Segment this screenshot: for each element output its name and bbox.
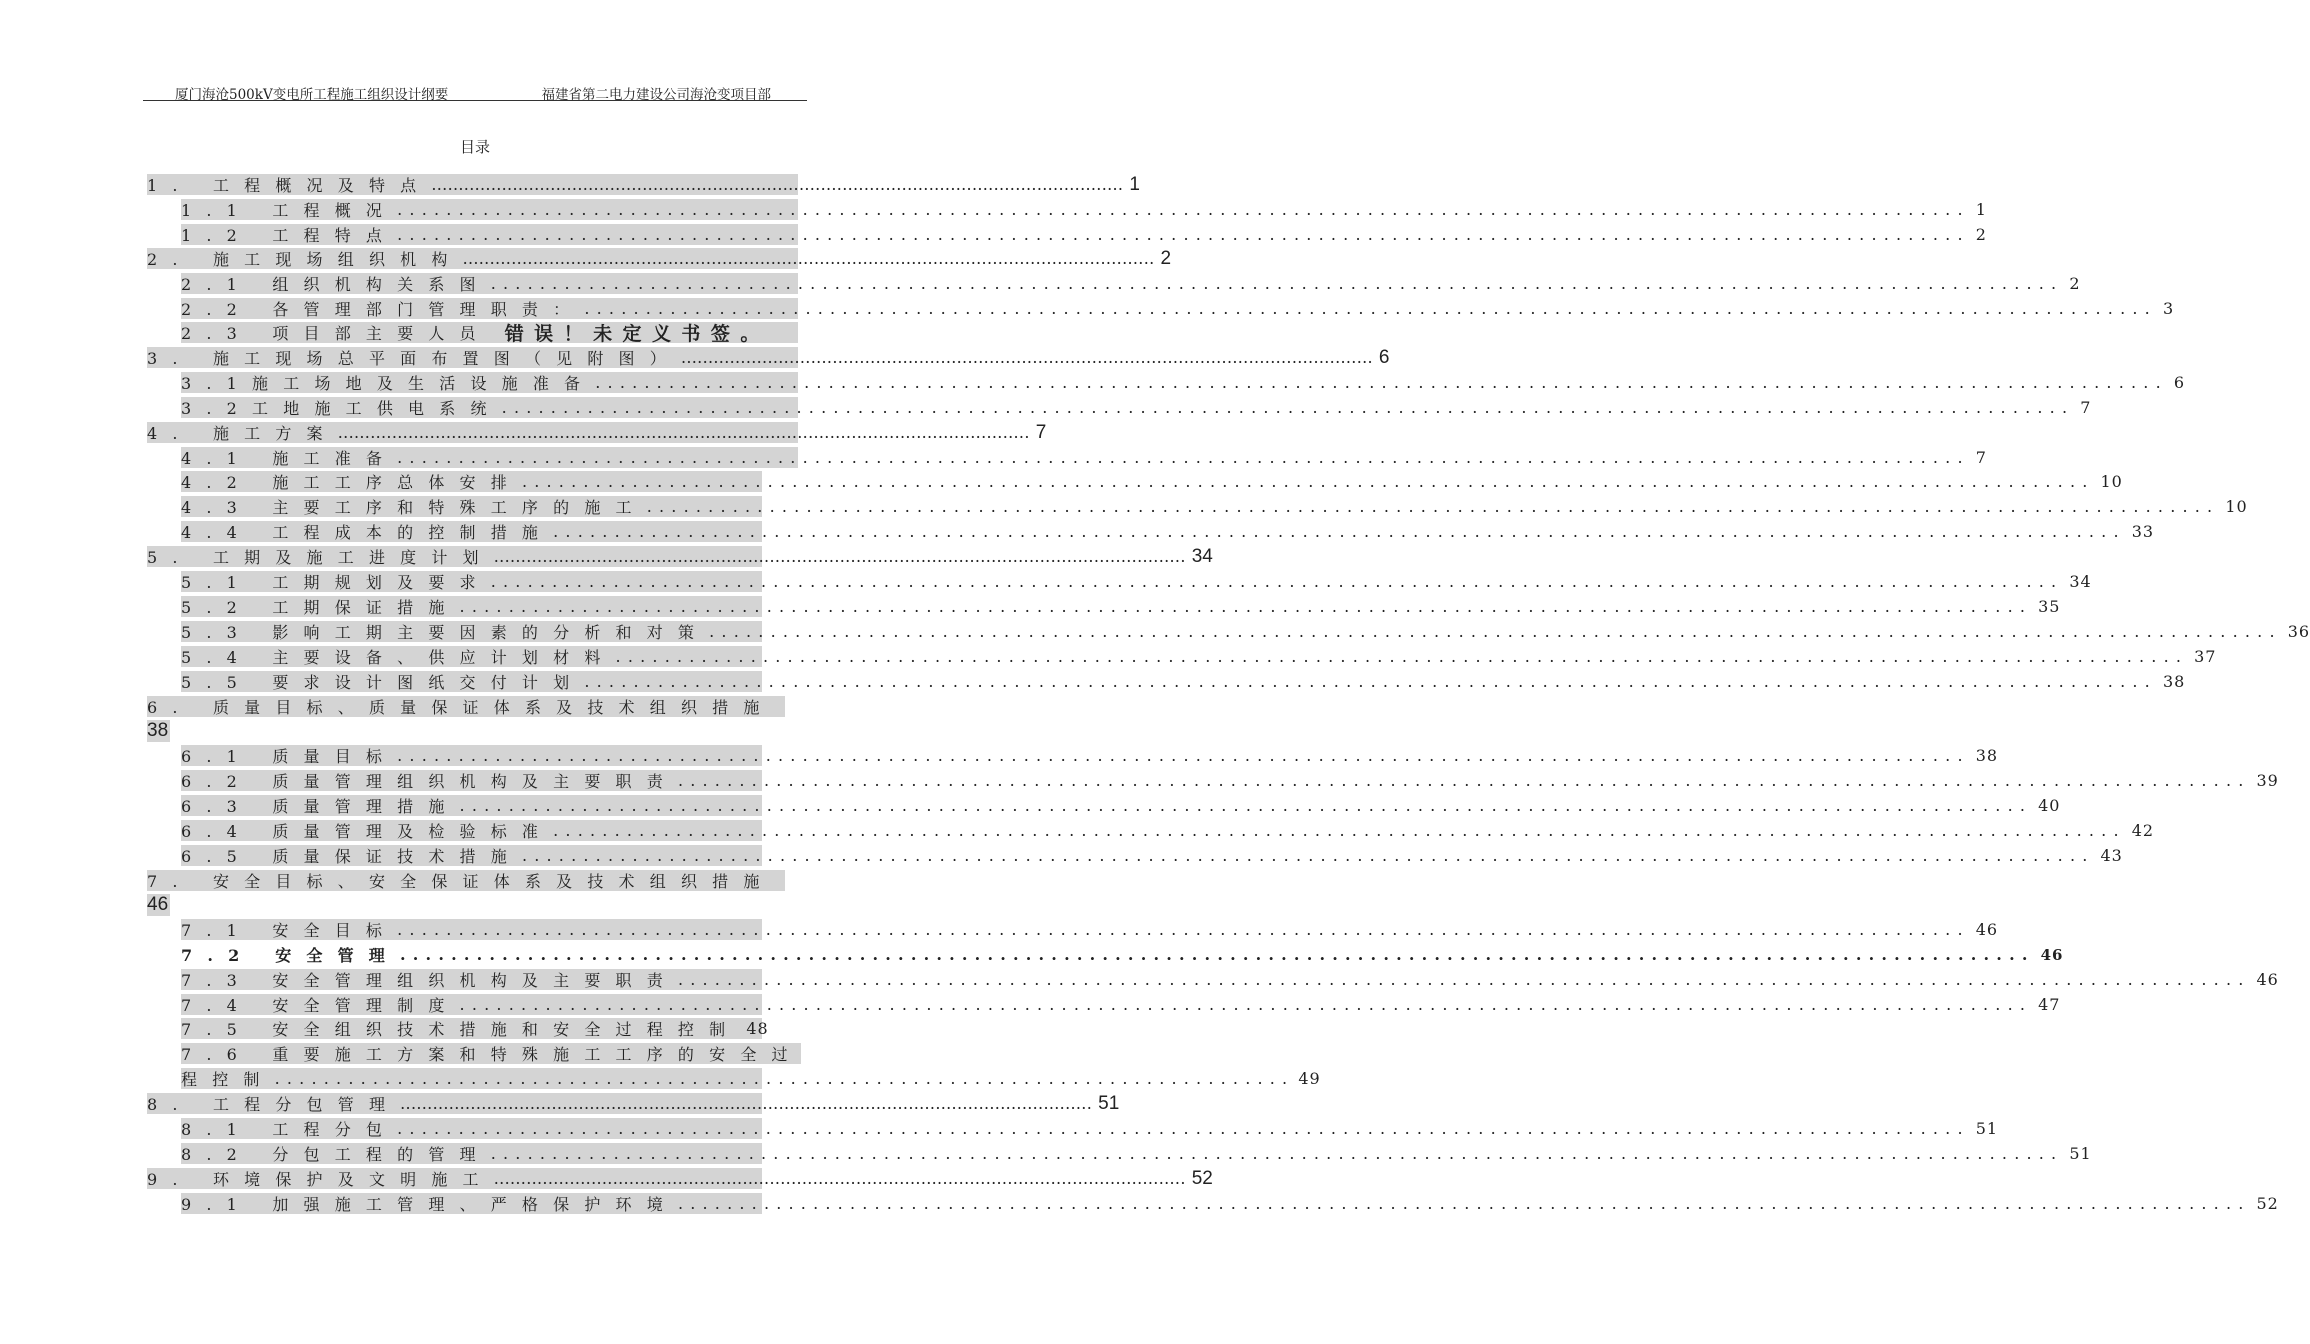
toc-entry-1[interactable] bbox=[147, 173, 1140, 195]
toc-entry-page: 1 bbox=[1975, 200, 1987, 219]
toc-entry-label: 2.2 各管理部门管理职责： bbox=[181, 300, 585, 319]
toc-entry-label: 6.1 质量目标 bbox=[181, 747, 398, 766]
toc-entry-page: 7 bbox=[1975, 448, 1987, 467]
toc-dot-leader bbox=[616, 647, 2189, 666]
toc-entry-3-2[interactable] bbox=[181, 397, 2092, 418]
toc-entry-label: 8. 工程分包管理 bbox=[147, 1095, 401, 1114]
toc-entry-7-1[interactable] bbox=[181, 919, 1999, 940]
toc-entry-page: 46 bbox=[2256, 970, 2279, 989]
toc-entry-label: 4.2 施工工序总体安排 bbox=[181, 473, 522, 492]
toc-entry-1-2[interactable] bbox=[181, 224, 1987, 245]
toc-entry-9-1[interactable] bbox=[181, 1193, 2279, 1214]
toc-dot-leader bbox=[397, 920, 1970, 939]
header-left-title: 厦门海沧500kV变电所工程施工组织设计纲要 bbox=[175, 87, 449, 103]
toc-entry-7-6[interactable] bbox=[181, 1043, 801, 1064]
toc-entry-page: 52 bbox=[1191, 1167, 1213, 1189]
toc-entry-page: 2 bbox=[1160, 247, 1172, 269]
toc-entry-page: 38 bbox=[2162, 672, 2186, 691]
toc-entry-5-3[interactable] bbox=[181, 621, 2310, 642]
toc-entry-page: 51 bbox=[1098, 1092, 1120, 1114]
toc-dot-leader bbox=[338, 423, 1030, 442]
toc-entry-6-4[interactable] bbox=[181, 820, 2155, 841]
toc-dot-leader bbox=[397, 1119, 1970, 1138]
toc-entry-label: 2.1 组织机构关系图 bbox=[181, 275, 491, 294]
toc-entry-page: 2 bbox=[1975, 225, 1987, 244]
toc-entry-label: 7.6 重要施工方案和特殊施工工序的安全过 bbox=[181, 1045, 803, 1064]
toc-dot-leader bbox=[595, 373, 2168, 392]
toc-entry-page: 36 bbox=[2287, 622, 2310, 641]
toc-entry-6-page[interactable]: 38 bbox=[147, 720, 169, 741]
toc-dot-leader bbox=[494, 1169, 1186, 1188]
toc-entry-label: 5.4 主要设备、供应计划材料 bbox=[181, 648, 616, 667]
toc-entry-2-1[interactable] bbox=[181, 273, 2081, 294]
toc-entry-7-3[interactable] bbox=[181, 969, 2279, 990]
toc-entry-label: 5.5 要求设计图纸交付计划 bbox=[181, 673, 585, 692]
toc-entry-label: 7.1 安全目标 bbox=[181, 921, 398, 940]
toc-entry-4-1[interactable] bbox=[181, 447, 1987, 468]
toc-entry-page: 46 bbox=[1975, 920, 1999, 939]
toc-entry-label: 4.4 工程成本的控制措施 bbox=[181, 523, 554, 542]
toc-dot-leader bbox=[463, 249, 1155, 268]
toc-entry-5-4[interactable] bbox=[181, 646, 2217, 667]
toc-entry-6[interactable] bbox=[147, 696, 785, 717]
toc-entry-9[interactable] bbox=[147, 1167, 1213, 1189]
toc-entry-label: 7.5 安全组织技术措施和安全过程控制 bbox=[181, 1020, 741, 1039]
toc-entry-label: 9.1 加强施工管理、严格保护环境 bbox=[181, 1195, 678, 1214]
toc-dot-leader bbox=[491, 572, 2064, 591]
toc-entry-7-5[interactable] bbox=[181, 1018, 769, 1039]
toc-entry-label: 1. 工程概况及特点 bbox=[147, 176, 432, 195]
toc-entry-page: 46 bbox=[2040, 945, 2064, 964]
toc-entry-page: 7 bbox=[2080, 398, 2092, 417]
toc-entry-page: 52 bbox=[2256, 1194, 2279, 1213]
toc-entry-page: 38 bbox=[1975, 746, 1999, 765]
toc-dot-leader bbox=[494, 547, 1186, 566]
toc-entry-5-5[interactable] bbox=[181, 671, 2186, 692]
toc-entry-label: 3.2工地施工供电系统 bbox=[181, 399, 502, 418]
toc-dot-leader bbox=[491, 1144, 2064, 1163]
toc-entry-5-1[interactable] bbox=[181, 571, 2092, 592]
toc-entry-2[interactable] bbox=[147, 247, 1172, 269]
toc-entry-page: 34 bbox=[1191, 545, 1213, 567]
toc-entry-label: 1.2 工程特点 bbox=[181, 226, 398, 245]
toc-entry-2-3[interactable] bbox=[181, 322, 798, 343]
toc-entry-page: 3 bbox=[2162, 299, 2175, 318]
header-right-org: 福建省第二电力建设公司海沧变项目部 bbox=[541, 87, 771, 103]
toc-entry-label: 9. 环境保护及文明施工 bbox=[147, 1170, 494, 1189]
toc-dot-leader bbox=[397, 200, 1970, 219]
bookmark-error-message: 错误！未定义书签。 bbox=[504, 323, 770, 345]
toc-dot-leader bbox=[397, 448, 1970, 467]
toc-dot-leader bbox=[400, 1094, 1092, 1113]
toc-entry-label: 6.5 质量保证技术措施 bbox=[181, 847, 522, 866]
toc-entry-label-continued: 程控制 bbox=[181, 1070, 275, 1089]
toc-entry-page: 39 bbox=[2256, 771, 2279, 790]
toc-entry-4-2[interactable] bbox=[181, 471, 2123, 492]
toc-entry-page: 43 bbox=[2100, 846, 2123, 865]
toc-entry-page: 6 bbox=[1378, 346, 1390, 368]
toc-entry-page: 34 bbox=[2069, 572, 2092, 591]
toc-entry-3-1[interactable] bbox=[181, 372, 2185, 393]
toc-entry-page: 37 bbox=[2194, 647, 2217, 666]
toc-entry-label: 6.3 质量管理措施 bbox=[181, 797, 460, 816]
toc-entry-4-4[interactable] bbox=[181, 521, 2155, 542]
toc-entry-6-3[interactable] bbox=[181, 795, 2061, 816]
toc-dot-leader bbox=[522, 846, 2095, 865]
toc-dot-leader bbox=[553, 821, 2126, 840]
toc-entry-label: 6.2 质量管理组织机构及主要职责 bbox=[181, 772, 678, 791]
toc-entry-label: 7.2 安全管理 bbox=[181, 946, 401, 965]
toc-entry-page: 47 bbox=[2038, 995, 2061, 1014]
toc-entry-page: 10 bbox=[2225, 497, 2248, 516]
toc-dot-leader bbox=[584, 672, 2157, 691]
toc-entry-label: 6. 质量目标、质量保证体系及技术组织措施 bbox=[147, 698, 775, 717]
toc-entry-label: 2. 施工现场组织机构 bbox=[147, 250, 463, 269]
toc-entry-7[interactable] bbox=[147, 870, 785, 891]
toc-entry-label: 4. 施工方案 bbox=[147, 424, 338, 443]
toc-dot-leader bbox=[460, 995, 2033, 1014]
toc-entry-label: 1.1 工程概况 bbox=[181, 201, 398, 220]
toc-entry-7-6-continued[interactable] bbox=[181, 1068, 1321, 1089]
toc-dot-leader bbox=[553, 522, 2126, 541]
toc-entry-page: 7 bbox=[1035, 421, 1047, 443]
toc-entry-label: 6.4 质量管理及检验标准 bbox=[181, 822, 554, 841]
toc-entry-label: 3. 施工现场总平面布置图（见附图） bbox=[147, 349, 681, 368]
toc-entry-7-4[interactable] bbox=[181, 994, 2061, 1015]
toc-dot-leader bbox=[709, 622, 2282, 641]
toc-entry-page: 35 bbox=[2038, 597, 2061, 616]
toc-entry-label: 5.2 工期保证措施 bbox=[181, 598, 460, 617]
toc-entry-6-2[interactable] bbox=[181, 770, 2279, 791]
toc-entry-page: 2 bbox=[2069, 274, 2081, 293]
toc-entry-4-3[interactable] bbox=[181, 496, 2248, 517]
toc-entry-page: 33 bbox=[2131, 522, 2155, 541]
toc-entry-8-1[interactable] bbox=[181, 1118, 1999, 1139]
toc-entry-3[interactable] bbox=[147, 346, 1390, 368]
toc-entry-page: 51 bbox=[1975, 1119, 1999, 1138]
toc-entry-2-2[interactable] bbox=[181, 298, 2175, 319]
toc-entry-page: 48 bbox=[746, 1019, 769, 1038]
toc-entry-page: 42 bbox=[2131, 821, 2155, 840]
toc-entry-label: 4.1 施工准备 bbox=[181, 449, 398, 468]
toc-entry-4[interactable] bbox=[147, 421, 1047, 443]
toc-dot-leader bbox=[584, 299, 2157, 318]
toc-entry-page: 1 bbox=[1129, 173, 1140, 195]
toc-dot-leader bbox=[522, 472, 2095, 491]
toc-dot-leader bbox=[397, 225, 1970, 244]
toc-entry-page: 51 bbox=[2069, 1144, 2092, 1163]
toc-dot-leader bbox=[460, 796, 2033, 815]
toc-entry-1-1[interactable] bbox=[181, 199, 1987, 220]
toc-dot-leader bbox=[397, 746, 1970, 765]
toc-entry-7-page[interactable]: 46 bbox=[147, 894, 169, 915]
toc-dot-leader bbox=[502, 398, 2075, 417]
toc-dot-leader bbox=[681, 348, 1373, 367]
toc-entry-6-1[interactable] bbox=[181, 745, 1999, 766]
toc-entry-label: 4.3 主要工序和特殊工序的施工 bbox=[181, 498, 647, 517]
toc-dot-leader bbox=[491, 274, 2064, 293]
toc-title: 目录 bbox=[459, 138, 490, 156]
toc-entry-label: 8.2 分包工程的管理 bbox=[181, 1145, 491, 1164]
toc-dot-leader bbox=[275, 1069, 1295, 1088]
toc-entry-6-5[interactable] bbox=[181, 845, 2123, 866]
toc-entry-label: 3.1施工场地及生活设施准备 bbox=[181, 374, 596, 393]
toc-dot-leader bbox=[647, 497, 2220, 516]
toc-entry-label: 5.1 工期规划及要求 bbox=[181, 573, 491, 592]
toc-entry-7-2[interactable] bbox=[181, 944, 2064, 965]
toc-dot-leader bbox=[431, 175, 1123, 194]
toc-dot-leader bbox=[678, 771, 2251, 790]
toc-entry-label: 7. 安全目标、安全保证体系及技术组织措施 bbox=[147, 872, 775, 891]
toc-entry-5[interactable] bbox=[147, 545, 1213, 567]
toc-entry-label: 8.1 工程分包 bbox=[181, 1120, 398, 1139]
toc-entry-8-2[interactable] bbox=[181, 1143, 2092, 1164]
toc-entry-5-2[interactable] bbox=[181, 596, 2061, 617]
toc-entry-label: 7.4 安全管理制度 bbox=[181, 996, 460, 1015]
toc-entry-page: 49 bbox=[1298, 1069, 1321, 1088]
toc-entry-label: 5. 工期及施工进度计划 bbox=[147, 548, 494, 567]
toc-dot-leader bbox=[400, 945, 2035, 964]
toc-entry-page: 40 bbox=[2038, 796, 2061, 815]
toc-entry-page: 6 bbox=[2173, 373, 2185, 392]
toc-entry-page: 10 bbox=[2100, 472, 2123, 491]
toc-entry-8[interactable] bbox=[147, 1092, 1120, 1114]
toc-entry-label: 2.3 项目部主要人员 bbox=[181, 324, 491, 343]
toc-dot-leader bbox=[460, 597, 2033, 616]
toc-dot-leader bbox=[678, 970, 2251, 989]
toc-dot-leader bbox=[678, 1194, 2251, 1213]
toc-entry-label: 5.3 影响工期主要因素的分析和对策 bbox=[181, 623, 710, 642]
toc-entry-label: 7.3 安全管理组织机构及主要职责 bbox=[181, 971, 678, 990]
